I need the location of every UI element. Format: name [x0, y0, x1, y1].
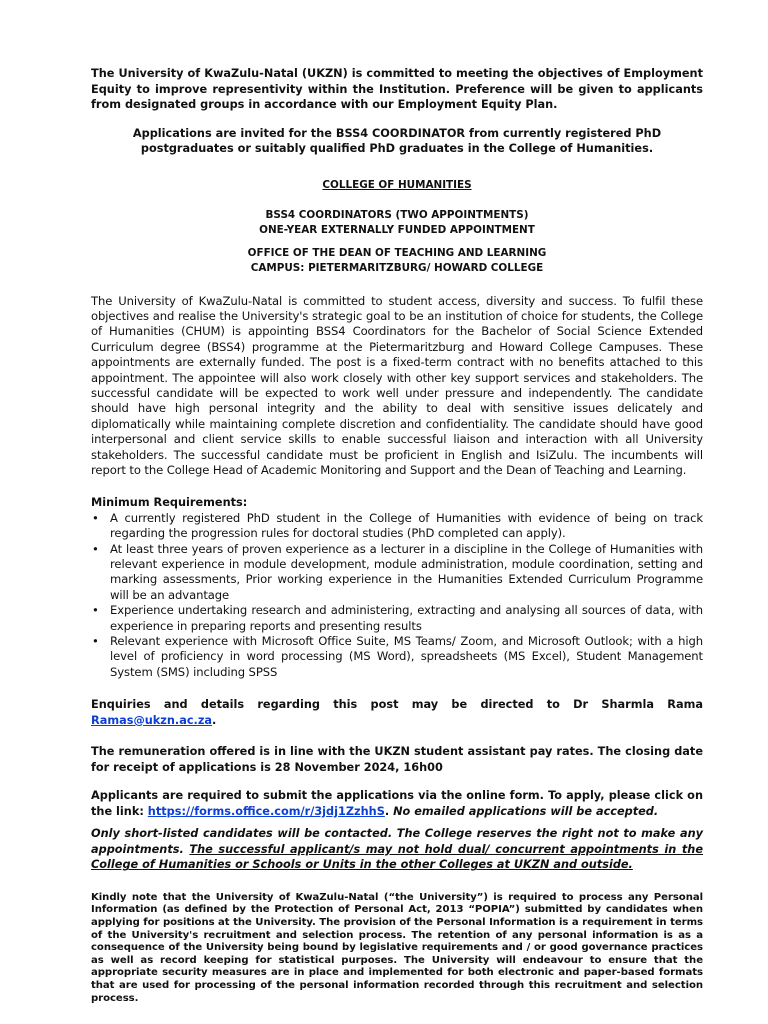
- apply-instructions: Applicants are required to submit the applications via the online form. To apply, please click on the link: https://forms.office.com/r/3jdj1ZzhhS. No emailed applications will be accepted.: [91, 789, 703, 818]
- requirement-text: Relevant experience with Microsoft Office Suite, MS Teams/ Zoom, and Microsoft Outlook; with a high level of proficiency in word processing (MS Word), spreadsheets (MS Excel), Student Management System (SMS) including SPSS: [110, 634, 703, 679]
- dual-appointment-note: The successful applicant/s may not hold dual/ concurrent appointments in the College of Humanities or Schools or Units in the other Colleges at UKZN and outside.: [91, 842, 703, 872]
- post-description: The University of KwaZulu-Natal is committed to student access, diversity and success. To fulfil these objectives and realise the University's strategic goal to be an institution of choice for students, the College of Humanities (CHUM) is appointing BSS4 Coordinators for the Bachelor of Social Science Extended Curriculum degree (BSS4) programme at the Pietermaritzburg and Howard College Campuses. These appointments are externally funded. The post is a fixed-term contract with no benefits attached to this appointment. The appointee will also work closely with other key support services and stakeholders. The successful candidate will be expected to work well under pressure and independently. The candidate should have high personal integrity and the ability to deal with sensitive issues delicately and diplomatically while maintaining complete discretion and confidentiality. The candidate should have good interpersonal and client service skills to enable successful liaison and interaction with all University stakeholders. The successful candidate must be proficient in English and IsiZulu. The incumbents will report to the College Head of Academic Monitoring and Support and the Dean of Teaching and Learning.: [91, 293, 703, 477]
- remuneration-statement: The remuneration offered is in line with the UKZN student assistant pay rates. The closing date for receipt of applications is 28 November 2024, 16h00: [91, 745, 703, 774]
- requirement-text: Experience undertaking research and administering, extracting and analysing all sources of data, with experience in preparing reports and presenting results: [110, 603, 703, 633]
- bullet-icon: •: [92, 634, 99, 649]
- bullet-icon: •: [92, 510, 99, 525]
- post-title-line-2: ONE-YEAR EXTERNALLY FUNDED APPOINTMENT: [259, 223, 535, 236]
- popia-notice: Kindly note that the University of KwaZulu-Natal (“the University”) is required to process any Personal Information (as defined by the Protection of Personal Act, 2013 “POPIA”) submitted by candidates when applying for positions at the University. The provision of the Personal Information is a requirement in terms of the University's recruitment and selection process. The retention of any personal information is as a consequence of the University being bound by legislative requirements and / or good governance practices as well as record keeping for statistical purposes. The University will endeavour to ensure that the appropriate security measures are in place and implemented for both electronic and paper-based formats that are used for processing of the personal information recorded through this recruitment and selection process.: [91, 891, 703, 1004]
- list-item: [91, 511, 703, 542]
- contact-email-link[interactable]: Ramas@ukzn.ac.za: [91, 713, 213, 727]
- college-heading: COLLEGE OF HUMANITIES: [322, 178, 472, 191]
- list-item: [91, 603, 703, 634]
- advert-page: [91, 66, 703, 1005]
- bullet-icon: •: [92, 603, 99, 618]
- requirement-text: At least three years of proven experience as a lecturer in a discipline in the College of Humanities with relevant experience in module development, module administration, module coordination, setting and marking assessments, Prior working experience in the Humanities Extended Curriculum Programme will be an advantage: [110, 541, 703, 602]
- post-title-line-1: BSS4 COORDINATORS (TWO APPOINTMENTS): [265, 208, 529, 221]
- requirements-list: [91, 511, 703, 680]
- requirement-text: A currently registered PhD student in the College of Humanities with evidence of being on track regarding the progression rules for doctoral studies (PhD completed can apply).: [110, 510, 703, 541]
- office-line: OFFICE OF THE DEAN OF TEACHING AND LEARNING: [247, 246, 547, 259]
- application-form-link[interactable]: https://forms.office.com/r/3jdj1ZzhhS: [147, 804, 385, 818]
- shortlist-statement: Only short-listed candidates will be contacted. The College reserves the right not to make any appointments. The successful applicant/s may not hold dual/ concurrent appointments in the College of Humanities or Schools or Units in the other Colleges at UKZN and outside.: [91, 827, 703, 872]
- bullet-icon: •: [92, 541, 99, 556]
- no-email-note: No emailed applications will be accepted.: [393, 804, 659, 818]
- enquiries-statement: Enquiries and details regarding this post may be directed to Dr Sharmla Rama Ramas@ukzn.ac.za.: [91, 698, 703, 727]
- requirements-heading: Minimum Requirements:: [91, 496, 248, 510]
- employment-equity-statement: The University of KwaZulu-Natal (UKZN) is committed to meeting the objectives of Employment Equity to improve representivity within the Institution. Preference will be given to applicants from designated groups in accordance with our Employment Equity Plan.: [91, 67, 703, 111]
- invitation-statement: Applications are invited for the BSS4 COORDINATOR from currently registered PhD postgraduates or suitably qualified PhD graduates in the College of Humanities.: [132, 126, 662, 155]
- campus-line: CAMPUS: PIETERMARITZBURG/ HOWARD COLLEGE: [250, 261, 544, 274]
- list-item: [91, 542, 703, 604]
- list-item: [91, 634, 703, 680]
